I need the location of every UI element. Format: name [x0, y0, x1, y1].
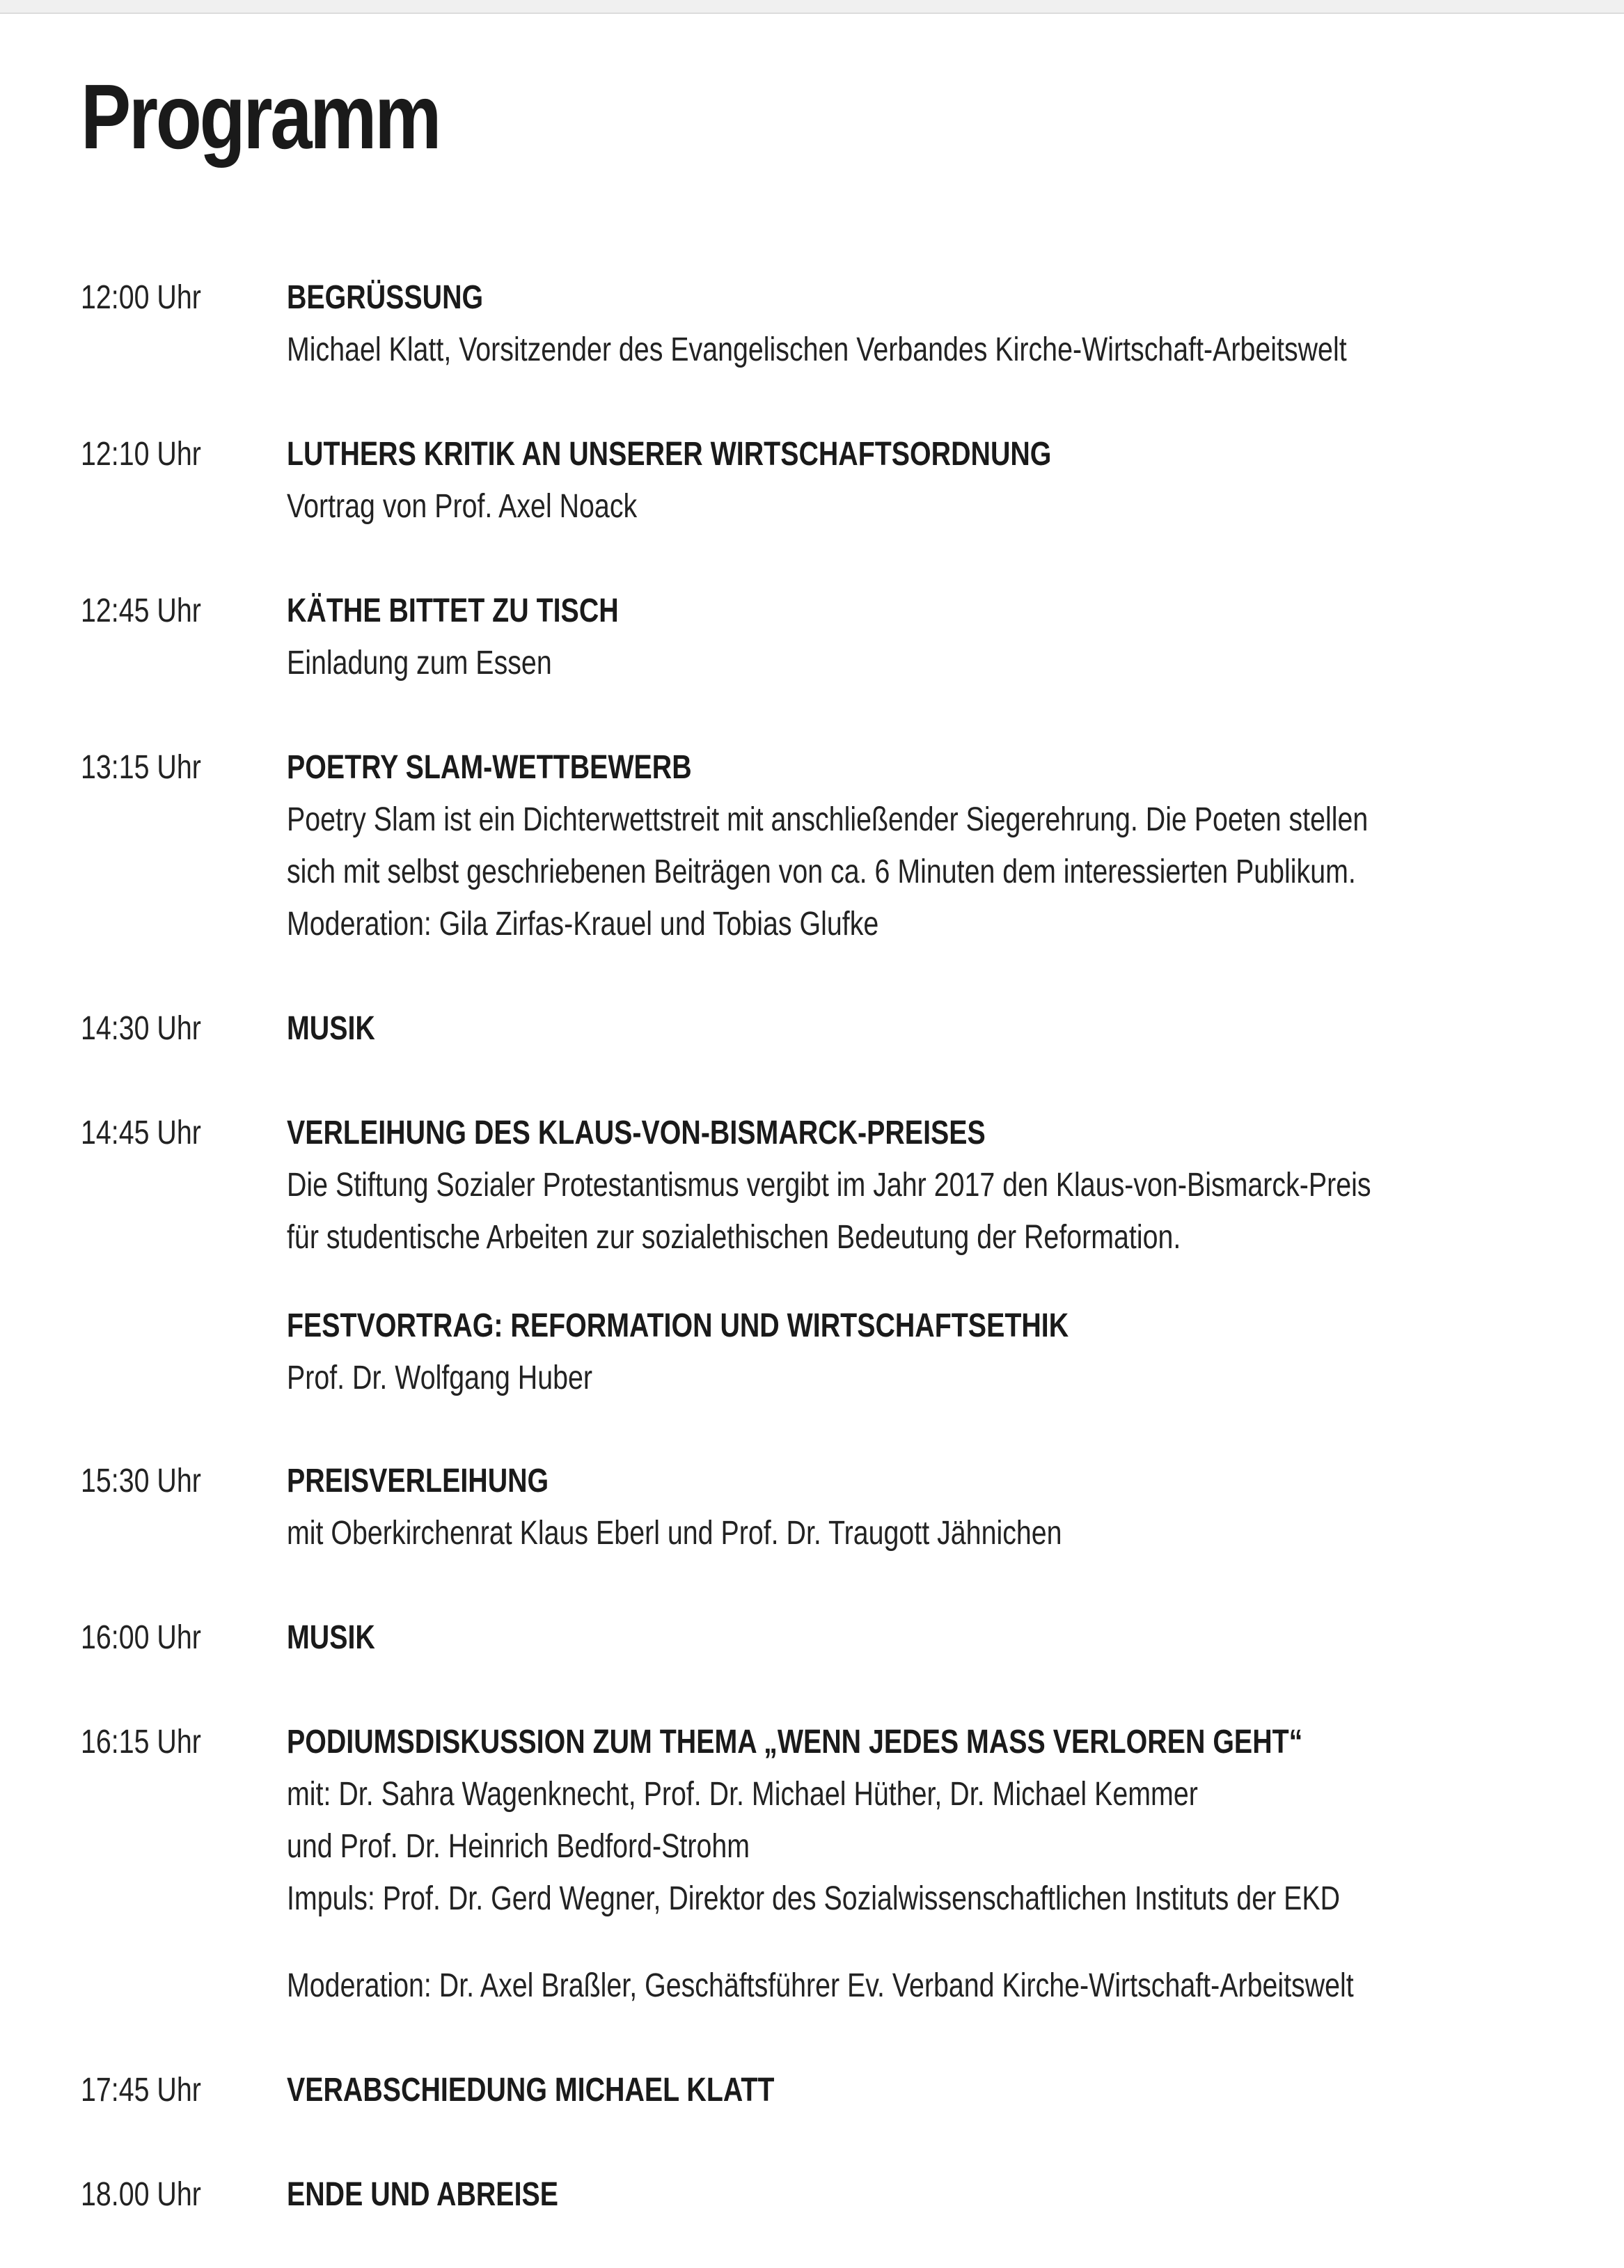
- item-content: [287, 741, 1605, 950]
- item-description: mit Oberkirchenrat Klaus Eberl und Prof. Dr. Traugott Jähnichen: [287, 1515, 1062, 1552]
- item-description: und Prof. Dr. Heinrich Bedford-Strohm: [287, 1828, 750, 1865]
- item-content: [287, 2168, 618, 2221]
- item-title: KÄTHE BITTET ZU TISCH: [287, 592, 619, 629]
- item-content: [287, 428, 1220, 533]
- item-time: 18.00 Uhr: [81, 2176, 201, 2213]
- item-time: 17:45 Uhr: [81, 2072, 201, 2109]
- item-content: [287, 1002, 395, 1055]
- item-time: 13:15 Uhr: [81, 749, 201, 786]
- item-content: [287, 1716, 1571, 1925]
- item-title: POETRY SLAM-WETTBEWERB: [287, 749, 692, 786]
- item-content: [287, 1300, 1240, 1404]
- item-content: [287, 2064, 881, 2116]
- page-title: Programm: [81, 65, 440, 168]
- item-title: ENDE UND ABREISE: [287, 2176, 559, 2213]
- item-content: [287, 1107, 1609, 1263]
- item-title: MUSIK: [287, 1619, 375, 1656]
- item-title: LUTHERS KRITIK AN UNSERER WIRTSCHAFTSORDNUNG: [287, 436, 1052, 473]
- item-title: VERLEIHUNG DES KLAUS-VON-BISMARCK-PREISES: [287, 1115, 986, 1151]
- item-time: 14:30 Uhr: [81, 1010, 201, 1047]
- item-time: 15:30 Uhr: [81, 1463, 201, 1499]
- item-content: [287, 1455, 1232, 1559]
- item-description: Einladung zum Essen: [287, 645, 552, 682]
- item-time: 16:00 Uhr: [81, 1619, 201, 1656]
- item-time: 12:00 Uhr: [81, 279, 201, 316]
- item-description: mit: Dr. Sahra Wagenknecht, Prof. Dr. Michael Hüther, Dr. Michael Kemmer: [287, 1776, 1198, 1813]
- item-description: sich mit selbst geschriebenen Beiträgen von ca. 6 Minuten dem interessierten Publikum.: [287, 853, 1356, 890]
- item-description: Moderation: Dr. Axel Braßler, Geschäftsführer Ev. Verband Kirche-Wirtschaft-Arbeitswelt: [287, 1967, 1354, 2004]
- item-description: Vortrag von Prof. Axel Noack: [287, 488, 638, 525]
- item-title: VERABSCHIEDUNG MICHAEL KLATT: [287, 2072, 775, 2109]
- item-description: Impuls: Prof. Dr. Gerd Wegner, Direktor des Sozialwissenschaftlichen Instituts der EKD: [287, 1880, 1341, 1917]
- item-title: FESTVORTRAG: REFORMATION UND WIRTSCHAFTSETHIK: [287, 1307, 1069, 1344]
- item-time: 16:15 Uhr: [81, 1724, 201, 1761]
- item-title: MUSIK: [287, 1010, 375, 1047]
- item-content: [287, 1960, 1588, 2012]
- item-content: [287, 1612, 395, 1664]
- item-title: PREISVERLEIHUNG: [287, 1463, 549, 1499]
- item-time: 14:45 Uhr: [81, 1115, 201, 1151]
- item-description: Michael Klatt, Vorsitzender des Evangelischen Verbandes Kirche-Wirtschaft-Arbeitswelt: [287, 331, 1347, 368]
- item-description: für studentische Arbeiten zur sozialethischen Bedeutung der Reformation.: [287, 1219, 1181, 1256]
- item-content: [287, 585, 691, 689]
- item-time: 12:45 Uhr: [81, 592, 201, 629]
- item-title: BEGRÜSSUNG: [287, 279, 484, 316]
- item-time: 12:10 Uhr: [81, 436, 201, 473]
- item-description: Die Stiftung Sozialer Protestantismus vergibt im Jahr 2017 den Klaus-von-Bismarck-Preis: [287, 1167, 1371, 1204]
- item-description: Moderation: Gila Zirfas-Krauel und Tobias Glufke: [287, 906, 879, 943]
- item-title: PODIUMSDISKUSSION ZUM THEMA „WENN JEDES MASS VERLOREN GEHT“: [287, 1724, 1303, 1761]
- item-content: [287, 271, 1579, 376]
- program-page: [0, 13, 1624, 2268]
- item-description: Poetry Slam ist ein Dichterwettstreit mit anschließender Siegerehrung. Die Poeten stellen: [287, 801, 1369, 838]
- item-description: Prof. Dr. Wolfgang Huber: [287, 1360, 592, 1396]
